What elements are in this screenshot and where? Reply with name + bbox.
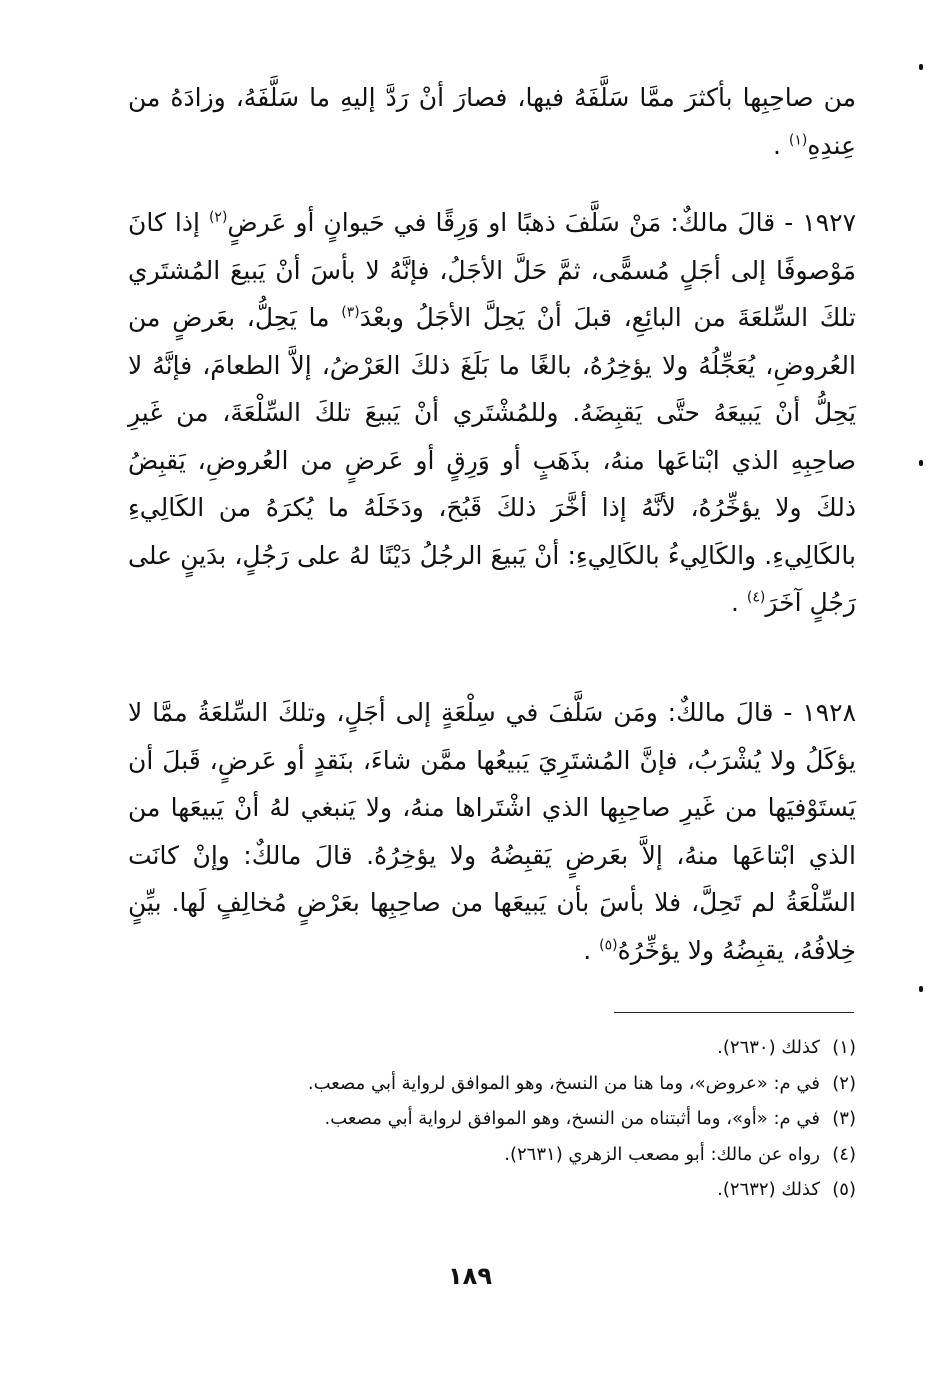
footnote-item [180, 1137, 856, 1173]
paragraph-text: إذا كانَ مَوْصوفًا إلى أجَلٍ مُسمًّى، ثمَّ حَلَّ الأجَلُ، فإنَّهُ لا بأسَ أنْ يَبيعَ المُشتَري تلكَ السِّلعَةَ من البائِعِ، قبلَ أنْ يَحِلَّ الأجَلُ وبعْدَ [128, 208, 856, 332]
paragraph-number: ١٩٢٧ [802, 208, 856, 237]
paragraph-continuation [128, 74, 856, 169]
paragraph-text: ما يَحِلُّ، بعَرضٍ من العُروضِ، يُعَجِّلُهُ ولا يؤخِرُهُ، بالغًا ما بَلَغَ ذلكَ العَرْضُ، إلاَّ الطعامَ، فإنَّهُ لا يَحِلُّ أنْ يَبيعَهُ حتَّى يَقبِضَهُ. وللمُشْتَري أنْ يَبيعَ تلكَ السِّلْعَةَ، من غَيرِ صاحِبِهِ الذي ابْتاعَها منهُ، بذَهَبٍ أو وَرِقٍ أو عَرضٍ من العُروضِ، يَقبِضُ ذلكَ ولا يؤخِّرُهُ، لأنَّهُ إذا أخَّرَ ذلكَ قَبُحَ، ودَخَلَهُ ما يُكرَهُ من الكَالِيءِ بالكَالِيءِ. والكَالِيءُ بالكَالِيءِ: أنْ يَبيعَ الرجُلُ دَيْنًا لهُ على رَجُلٍ، بدَينٍ على رَجُلٍ آخَرَ [128, 303, 856, 617]
footnote-reference: (٥) [599, 937, 618, 954]
margin-mark [919, 64, 923, 70]
footnote-separator [614, 1012, 854, 1013]
footnotes-list [180, 1030, 856, 1208]
paragraph-end: . [772, 130, 789, 160]
margin-mark [919, 986, 923, 992]
footnote-item [180, 1101, 856, 1137]
paragraph-1927 [128, 199, 856, 627]
footnote-marker: (٣) [832, 1108, 856, 1129]
paragraph-end: . [583, 935, 600, 965]
footnote-marker: (٤) [832, 1143, 856, 1165]
footnote-reference: (٢) [208, 209, 228, 226]
footnote-item [180, 1030, 856, 1066]
page-number: ١٨٩ [448, 1262, 492, 1290]
footnote-reference: (٤) [746, 589, 766, 606]
footnote-text: كذلك (٢٦٣٢). [717, 1179, 820, 1200]
footnote-reference: (١) [788, 132, 808, 149]
margin-mark [919, 460, 923, 466]
paragraph-end: . [731, 588, 747, 617]
footnote-item [180, 1172, 856, 1208]
paragraph-text: - قالَ مالكٌ: ومَن سَلَّفَ في سِلْعَةٍ إلى أجَلٍ، وتلكَ السِّلعَةُ ممَّا لا يؤكَلُ ولا يُشْرَبُ، فإنَّ المُشتَرِيَ يَبيعُها ممَّن شاءَ، بنَقدٍ أو عَرضٍ، قَبلَ أن يَستَوْفيَها من غَيرِ صاحِبِها الذي اشْتَراها منهُ، ولا يَنبغي لهُ أنْ يَبيعَها من الذي ابْتاعَها منهُ، إلاَّ بعَرضٍ يَقبِضُهُ ولا يؤخِرُهُ. قالَ مالكٌ: وإنْ كانَت السِّلْعَةُ لم تَحِلَّ، فلا بأسَ بأن يَبيعَها من صاحِبِها بعَرْضٍ مُخالِفٍ لَها. بيِّنٍ خِلافُهُ، يقبِضُهُ ولا يؤخِّرُهُ [128, 698, 856, 965]
footnote-marker: (٥) [832, 1179, 856, 1200]
footnote-text: في م: «عروض»، وما هنا من النسخ، وهو الموافق لرواية أبي مصعب. [307, 1072, 820, 1094]
paragraph-text: - قالَ مالكٌ: مَنْ سَلَّفَ ذهبًا او وَرِقًا في حَيوانٍ أو عَرضٍ [227, 208, 803, 237]
footnote-reference: (٣) [341, 304, 360, 321]
footnote-text: رواه عن مالك: أبو مصعب الزهري (٢٦٣١). [504, 1143, 820, 1165]
footnote-marker: (١) [832, 1037, 856, 1058]
paragraph-number: ١٩٢٨ [802, 698, 856, 727]
paragraph-text: من صاحِبِها بأكثرَ ممَّا سَلَّفَهُ فيها، فصارَ أنْ رَدَّ إليهِ ما سَلَّفَهُ، وزادَهُ من عِندِهِ [128, 83, 856, 160]
footnote-text: في م: «أو»، وما أثبتناه من النسخ، وهو الموافق لرواية أبي مصعب. [324, 1108, 820, 1129]
footnote-marker: (٢) [832, 1072, 856, 1094]
paragraph-1928 [128, 689, 856, 974]
footnote-item [180, 1066, 856, 1102]
footnote-text: كذلك (٢٦٣٠). [717, 1037, 820, 1058]
